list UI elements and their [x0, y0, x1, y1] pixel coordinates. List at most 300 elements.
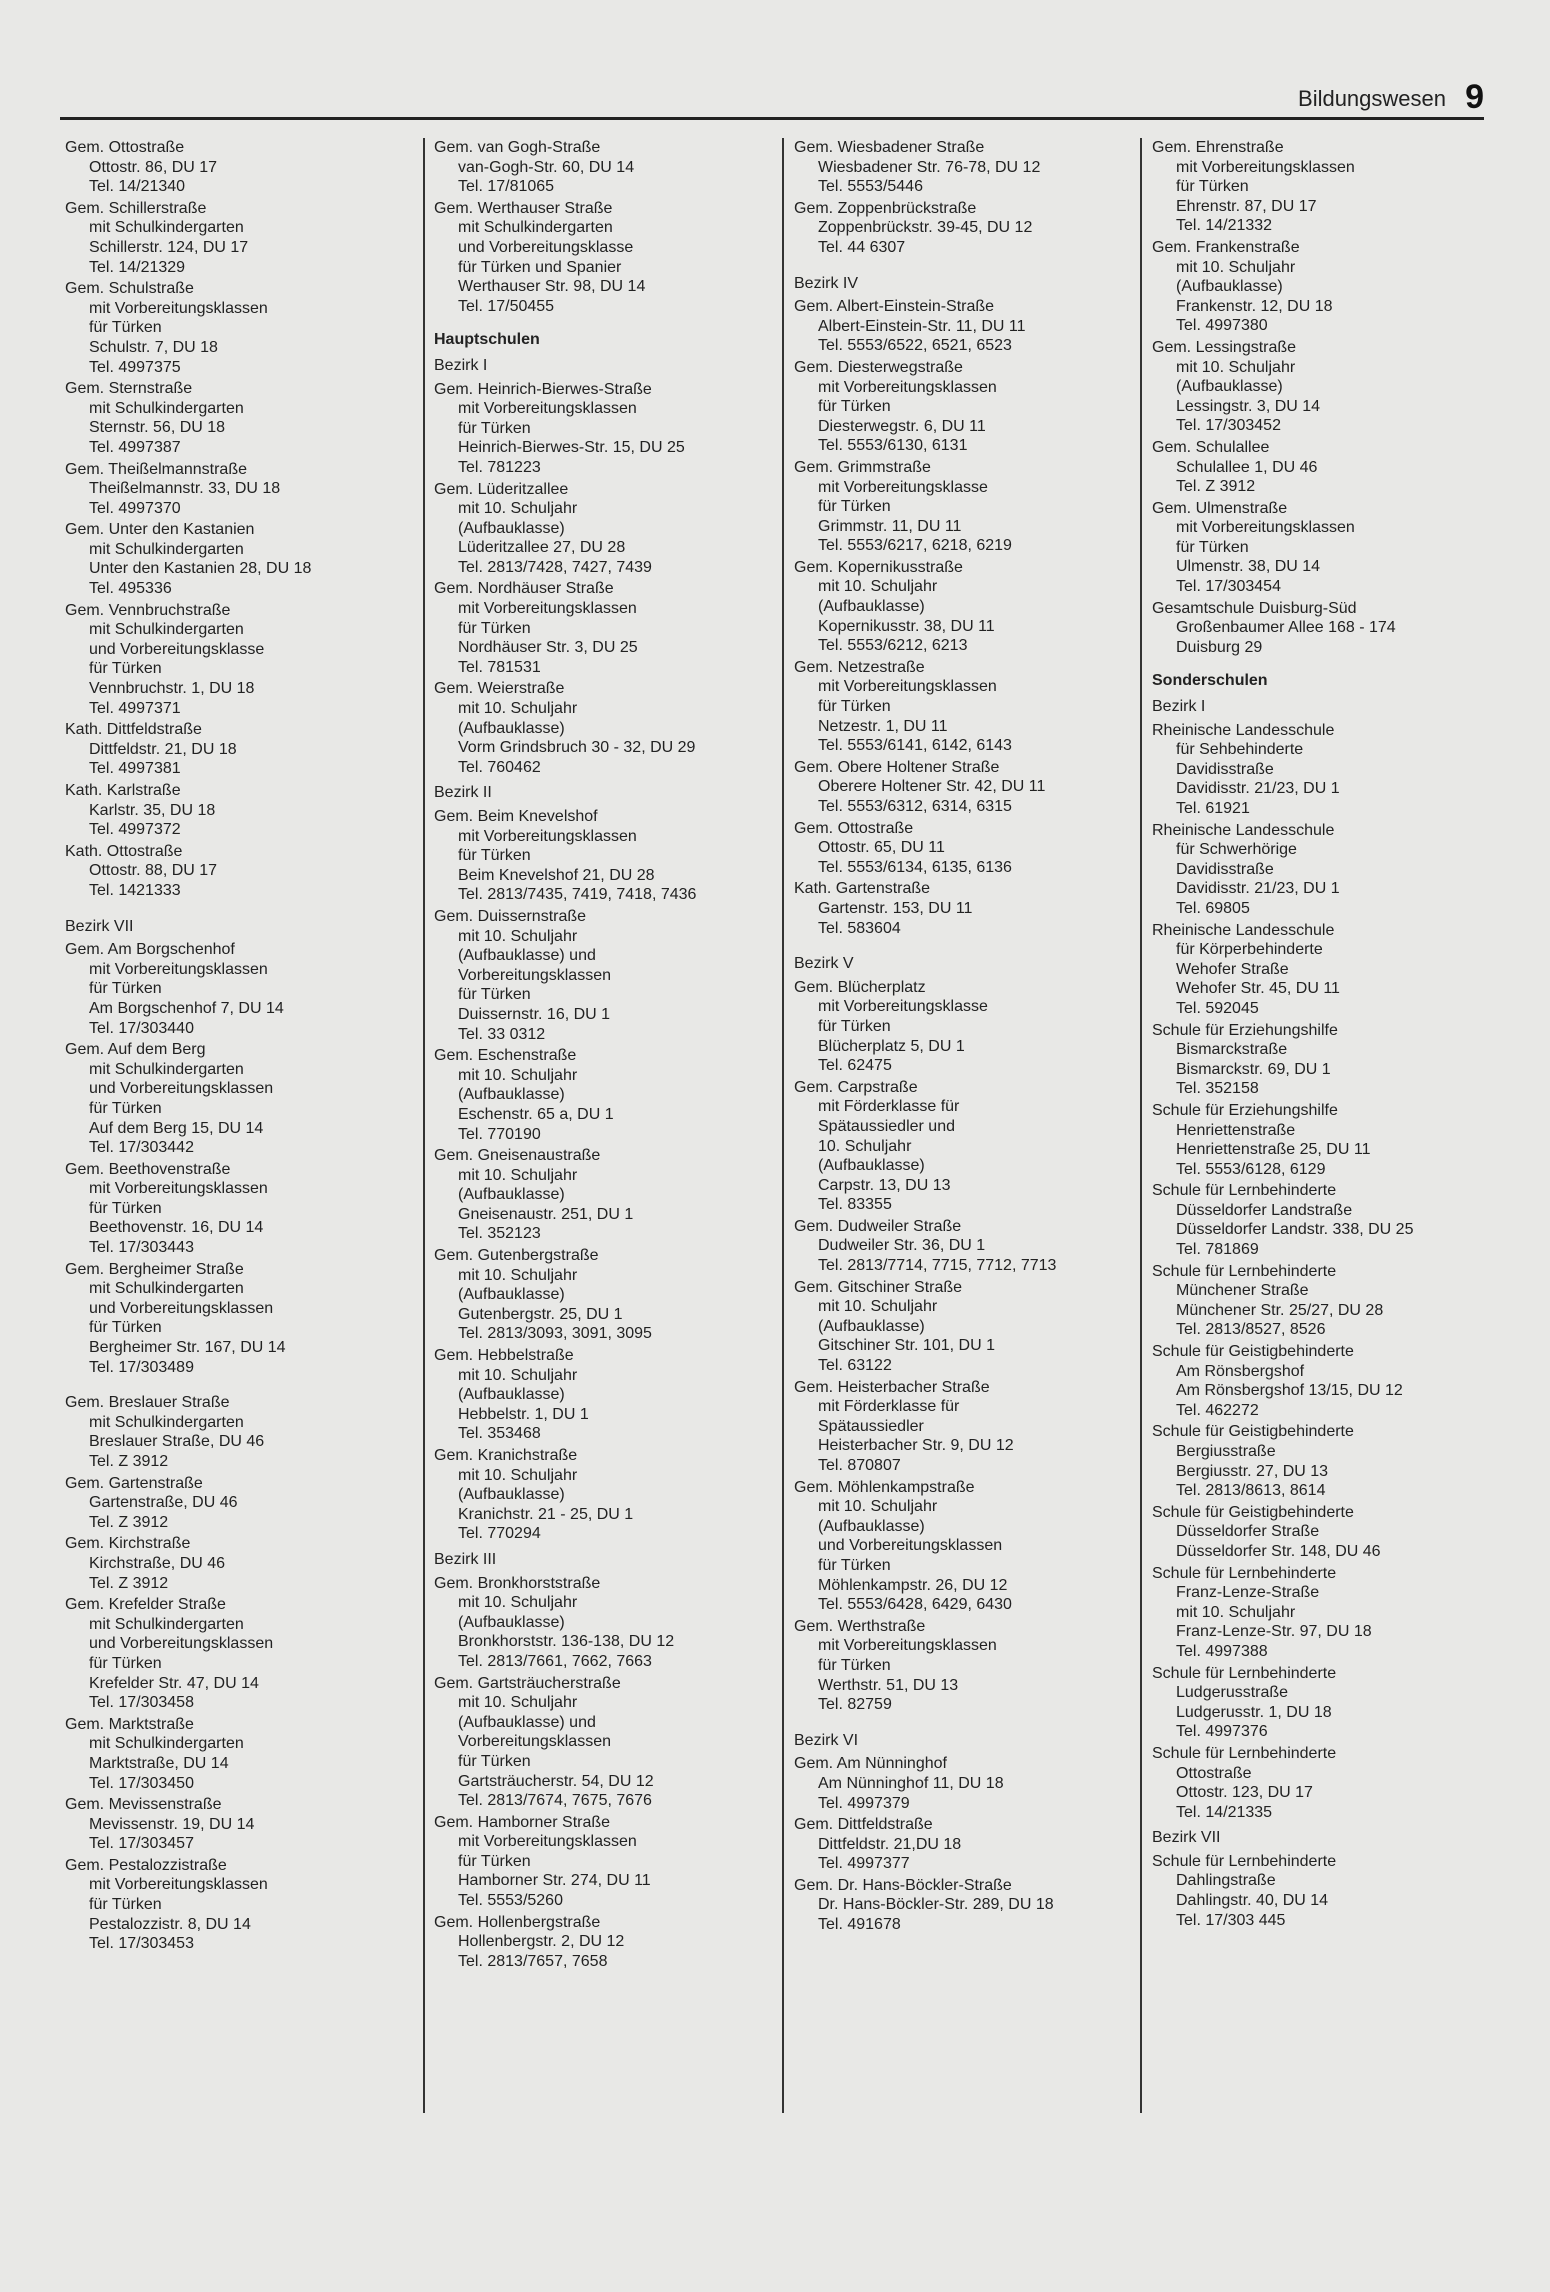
- school-name: Gem. Ehrenstraße: [1152, 139, 1284, 156]
- entry-detail-line: Tel. 17/303457: [89, 1835, 194, 1853]
- entry-detail-line: Münchener Straße: [1176, 1282, 1309, 1300]
- entry-detail-line: Tel. 14/21329: [89, 258, 186, 276]
- entry-detail-line: für Türken: [89, 319, 162, 337]
- school-name: Gem. Auf dem Berg: [65, 1041, 206, 1059]
- school-entry: [1152, 721, 1487, 819]
- school-name: Gem. Gutenbergstraße: [434, 1247, 599, 1265]
- entry-detail-line: Tel. 5553/5446: [818, 178, 923, 196]
- entry-detail-line: für Türken: [818, 1556, 891, 1574]
- entry-detail-line: Gutenbergstr. 25, DU 1: [458, 1305, 623, 1323]
- school-name: Schule für Lernbehinderte: [1152, 1182, 1337, 1200]
- entry-detail-line: Tel. 353468: [458, 1425, 541, 1443]
- school-entry: [1152, 1181, 1487, 1259]
- school-entry: [1152, 1021, 1487, 1099]
- entry-detail-line: und Vorbereitungsklassen: [89, 1299, 274, 1317]
- entry-detail-line: Davidisstraße: [1176, 860, 1274, 878]
- entry-detail-line: mit Vorbereitungsklassen: [458, 600, 637, 618]
- school-name: Gem. Krefelder Straße: [65, 1596, 226, 1614]
- school-entry: [1152, 499, 1487, 597]
- entry-detail-line: Tel. 83355: [818, 1196, 892, 1214]
- district-heading: Bezirk V: [794, 955, 854, 973]
- school-name: Gem. Schillerstraße: [65, 199, 207, 217]
- school-name: Gem. Gartenstraße: [65, 1474, 203, 1492]
- entry-detail-line: Düsseldorfer Straße: [1176, 1523, 1320, 1541]
- entry-detail-line: und Vorbereitungsklassen: [89, 1080, 274, 1098]
- entry-detail-line: mit 10. Schuljahr: [818, 1498, 938, 1516]
- school-name: Gem. Ottostraße: [65, 139, 185, 156]
- entry-detail-line: Unter den Kastanien 28, DU 18: [89, 560, 312, 578]
- entry-detail-line: (Aufbauklasse) und: [458, 1713, 596, 1731]
- district-heading: Bezirk I: [1152, 698, 1206, 716]
- entry-detail-line: Tel. 4997372: [89, 821, 181, 839]
- entry-detail-line: mit 10. Schuljahr: [458, 500, 578, 518]
- school-entry: [434, 138, 775, 197]
- entry-detail-line: mit Vorbereitungsklassen: [1176, 158, 1355, 176]
- entry-detail-line: Heinrich-Bierwes-Str. 15, DU 25: [458, 439, 685, 457]
- school-name: Gem. Lüderitzallee: [434, 480, 569, 498]
- entry-detail-line: (Aufbauklasse): [458, 1486, 565, 1504]
- entry-detail-line: Tel. 770294: [458, 1525, 541, 1543]
- category-heading: Hauptschulen: [434, 331, 540, 349]
- school-entry: [794, 1876, 1134, 1935]
- school-entry: [1152, 1664, 1487, 1742]
- entry-detail-line: mit Vorbereitungsklassen: [89, 1180, 268, 1198]
- entry-detail-line: Ulmenstr. 38, DU 14: [1176, 558, 1321, 576]
- entry-detail-line: für Türken: [1176, 178, 1249, 196]
- entry-detail-line: Gitschiner Str. 101, DU 1: [818, 1337, 995, 1355]
- school-entry: [65, 940, 417, 1038]
- entry-detail-line: Heisterbacher Str. 9, DU 12: [818, 1437, 1014, 1455]
- entry-detail-line: Tel. 17/303452: [1176, 417, 1281, 435]
- entry-detail-line: Tel. 17/303440: [89, 1019, 194, 1037]
- school-entry: [1152, 1852, 1487, 1930]
- entry-detail-line: Tel. 1421333: [89, 881, 181, 899]
- school-entry: [65, 199, 417, 277]
- entry-detail-line: Tel. 17/303454: [1176, 578, 1281, 596]
- entry-detail-line: Tel. 62475: [818, 1057, 892, 1075]
- entry-detail-line: für Türken: [89, 1199, 162, 1217]
- entry-detail-line: für Türken: [818, 698, 891, 716]
- entry-detail-line: für Türken: [818, 398, 891, 416]
- school-entry: [65, 1534, 417, 1593]
- entry-detail-line: Tel. 63122: [818, 1357, 892, 1375]
- school-entry: [794, 879, 1134, 938]
- entry-detail-line: Tel. 870807: [818, 1457, 901, 1474]
- entry-detail-line: Tel. 61921: [1176, 800, 1250, 817]
- entry-detail-line: Schillerstr. 124, DU 17: [89, 238, 249, 256]
- entry-detail-line: (Aufbauklasse): [458, 1286, 565, 1304]
- entry-detail-line: und Vorbereitungsklassen: [818, 1537, 1003, 1555]
- entry-detail-line: (Aufbauklasse): [818, 1517, 925, 1535]
- school-entry: [434, 1446, 775, 1544]
- entry-detail-line: mit 10. Schuljahr: [458, 1694, 578, 1712]
- entry-detail-line: mit Schulkindergarten: [89, 219, 244, 237]
- entry-detail-line: mit 10. Schuljahr: [1176, 1603, 1296, 1621]
- district-heading: Bezirk II: [434, 784, 492, 802]
- school-name: Schule für Erziehungshilfe: [1152, 1021, 1338, 1039]
- entry-detail-line: (Aufbauklasse): [818, 1157, 925, 1175]
- entry-detail-line: Tel. 4997371: [89, 699, 181, 717]
- school-name: Kath. Ottostraße: [65, 842, 183, 860]
- entry-detail-line: van-Gogh-Str. 60, DU 14: [458, 158, 635, 176]
- entry-detail-line: Tel. 352158: [1176, 1080, 1259, 1098]
- entry-detail-line: Tel. 5553/6217, 6218, 6219: [818, 537, 1012, 555]
- entry-detail-line: Tel. 44 6307: [818, 238, 906, 256]
- entry-detail-line: für Sehbehinderte: [1176, 741, 1304, 759]
- entry-detail-line: Hamborner Str. 274, DU 11: [458, 1872, 651, 1890]
- entry-detail-line: Tel. 17/303 445: [1176, 1911, 1286, 1929]
- entry-detail-line: (Aufbauklasse) und: [458, 947, 596, 965]
- school-entry: [794, 297, 1134, 356]
- entry-detail-line: Tel. 2813/3093, 3091, 3095: [458, 1325, 652, 1343]
- entry-detail-line: für Türken: [89, 1654, 162, 1672]
- entry-detail-line: mit 10. Schuljahr: [458, 1594, 578, 1612]
- entry-detail-line: und Vorbereitungsklasse: [458, 238, 634, 256]
- entry-detail-line: Tel. 4997375: [89, 358, 181, 376]
- entry-detail-line: Tel. 17/303442: [89, 1139, 194, 1157]
- entry-detail-line: Ehrenstr. 87, DU 17: [1176, 197, 1317, 215]
- entry-detail-line: Breslauer Straße, DU 46: [89, 1433, 265, 1451]
- school-name: Gem. Frankenstraße: [1152, 238, 1300, 256]
- entry-detail-line: für Türken: [89, 980, 162, 998]
- entry-detail-line: mit Schulkindergarten: [89, 1413, 244, 1431]
- entry-detail-line: Tel. 82759: [818, 1696, 892, 1714]
- entry-detail-line: Auf dem Berg 15, DU 14: [89, 1119, 264, 1137]
- school-name: Gem. Vennbruchstraße: [65, 601, 231, 619]
- entry-detail-line: mit 10. Schuljahr: [458, 1366, 578, 1384]
- entry-detail-line: Düsseldorfer Landstraße: [1176, 1201, 1353, 1219]
- school-entry: [65, 1795, 417, 1854]
- school-name: Schule für Erziehungshilfe: [1152, 1101, 1338, 1119]
- school-entry: [1152, 438, 1487, 497]
- school-name: Gem. Hebbelstraße: [434, 1347, 574, 1365]
- entry-detail-line: Tel. 4997379: [818, 1794, 910, 1812]
- school-entry: [65, 379, 417, 457]
- entry-detail-line: Beethovenstr. 16, DU 14: [89, 1219, 264, 1237]
- school-name: Schule für Lernbehinderte: [1152, 1852, 1337, 1870]
- entry-detail-line: Netzestr. 1, DU 11: [818, 717, 948, 735]
- school-name: Gem. Ulmenstraße: [1152, 499, 1288, 517]
- entry-detail-line: Tel. 14/21335: [1176, 1803, 1273, 1821]
- entry-detail-line: für Türken: [89, 1319, 162, 1337]
- entry-detail-line: Tel. 5553/6141, 6142, 6143: [818, 737, 1012, 755]
- entry-detail-line: mit Schulkindergarten: [89, 1735, 244, 1753]
- entry-detail-line: mit Vorbereitungsklassen: [818, 378, 997, 396]
- school-name: Gem. Schulallee: [1152, 438, 1270, 456]
- entry-detail-line: Düsseldorfer Landstr. 338, DU 25: [1176, 1221, 1414, 1239]
- school-name: Schule für Lernbehinderte: [1152, 1564, 1337, 1582]
- page-header: [60, 78, 1484, 120]
- entry-detail-line: Tel. 17/303443: [89, 1239, 194, 1257]
- school-entry: [65, 781, 417, 840]
- school-entry: [794, 1478, 1134, 1615]
- entry-detail-line: mit 10. Schuljahr: [458, 1266, 578, 1284]
- entry-detail-line: (Aufbauklasse): [458, 1086, 565, 1104]
- entry-detail-line: Kranichstr. 21 - 25, DU 1: [458, 1505, 634, 1523]
- school-entry: [1152, 1503, 1487, 1562]
- school-entry: [1152, 1342, 1487, 1420]
- school-name: Schule für Lernbehinderte: [1152, 1262, 1337, 1280]
- entry-detail-line: Hebbelstr. 1, DU 1: [458, 1405, 589, 1423]
- entry-detail-line: Tel. 4997387: [89, 438, 181, 456]
- school-entry: [794, 978, 1134, 1076]
- school-name: Gem. Kirchstraße: [65, 1535, 191, 1553]
- entry-detail-line: Karlstr. 35, DU 18: [89, 801, 216, 819]
- entry-detail-line: Tel. 2813/7428, 7427, 7439: [458, 558, 652, 576]
- entry-detail-line: Bergheimer Str. 167, DU 14: [89, 1339, 286, 1357]
- entry-detail-line: mit 10. Schuljahr: [458, 1066, 578, 1084]
- entry-detail-line: Gartenstr. 153, DU 11: [818, 899, 973, 917]
- header-rule: [60, 117, 1484, 120]
- school-name: Gem. Hollenbergstraße: [434, 1913, 601, 1931]
- entry-detail-line: Bergiusstr. 27, DU 13: [1176, 1462, 1329, 1480]
- entry-detail-line: für Türken: [458, 1852, 531, 1870]
- school-entry: [65, 720, 417, 779]
- entry-detail-line: Oberere Holtener Str. 42, DU 11: [818, 778, 1046, 796]
- school-entry: [434, 1574, 775, 1672]
- entry-detail-line: Am Rönsbergshof 13/15, DU 12: [1176, 1382, 1403, 1400]
- school-name: Gem. Hamborner Straße: [434, 1813, 611, 1831]
- school-entry: [65, 601, 417, 719]
- entry-detail-line: für Schwerhörige: [1176, 841, 1297, 859]
- school-name: Gesamtschule Duisburg-Süd: [1152, 599, 1357, 617]
- entry-detail-line: Tel. 583604: [818, 919, 901, 937]
- entry-detail-line: Tel. 5553/6312, 6314, 6315: [818, 798, 1012, 815]
- entry-detail-line: 10. Schuljahr: [818, 1137, 912, 1155]
- school-entry: [794, 1078, 1134, 1215]
- entry-detail-line: mit Vorbereitungsklassen: [1176, 519, 1355, 537]
- school-name: Gem. Mevissenstraße: [65, 1796, 222, 1814]
- entry-detail-line: und Vorbereitungsklassen: [89, 1635, 274, 1653]
- school-name: Gem. Albert-Einstein-Straße: [794, 298, 995, 316]
- school-entry: [434, 679, 775, 777]
- entry-detail-line: für Türken: [89, 660, 162, 678]
- school-entry: [794, 199, 1134, 258]
- entry-detail-line: für Türken: [89, 1099, 162, 1117]
- spacer: [65, 1379, 417, 1393]
- school-name: Gem. Heisterbacher Straße: [794, 1378, 990, 1396]
- entry-detail-line: Franz-Lenze-Str. 97, DU 18: [1176, 1623, 1372, 1641]
- entry-detail-line: Tel. 592045: [1176, 999, 1259, 1017]
- school-entry: [65, 520, 417, 598]
- school-name: Gem. Dudweiler Straße: [794, 1217, 962, 1235]
- school-entry: [65, 1856, 417, 1954]
- entry-detail-line: Eschenstr. 65 a, DU 1: [458, 1105, 614, 1123]
- section-title: Bildungswesen: [1298, 86, 1446, 111]
- school-entry: [65, 1393, 417, 1471]
- entry-detail-line: Tel. 781531: [458, 658, 541, 676]
- school-entry: [434, 380, 775, 478]
- entry-detail-line: Schulstr. 7, DU 18: [89, 338, 218, 356]
- school-name: Gem. Wiesbadener Straße: [794, 139, 985, 156]
- entry-detail-line: mit 10. Schuljahr: [458, 1466, 578, 1484]
- school-name: Gem. Am Nünninghof: [794, 1755, 947, 1773]
- entry-detail-line: Theißelmannstr. 33, DU 18: [89, 480, 281, 498]
- directory-columns: [60, 138, 1490, 2138]
- entry-detail-line: Tel. 495336: [89, 580, 172, 598]
- entry-detail-line: mit 10. Schuljahr: [458, 927, 578, 945]
- school-name: Gem. Am Borgschenhof: [65, 941, 235, 959]
- entry-detail-line: (Aufbauklasse): [458, 1613, 565, 1631]
- entry-detail-line: (Aufbauklasse): [458, 519, 565, 537]
- entry-detail-line: mit Schulkindergarten: [89, 399, 244, 417]
- entry-detail-line: Beim Knevelshof 21, DU 28: [458, 866, 655, 884]
- entry-detail-line: Henriettenstraße 25, DU 11: [1176, 1141, 1371, 1159]
- school-entry: [434, 480, 775, 578]
- entry-detail-line: Tel. 14/21340: [89, 178, 186, 196]
- school-name: Gem. Duissernstraße: [434, 907, 587, 925]
- entry-detail-line: Tel. Z 3912: [89, 1513, 169, 1531]
- entry-detail-line: Werthstr. 51, DU 13: [818, 1676, 959, 1694]
- school-entry: [794, 658, 1134, 756]
- school-entry: [1152, 138, 1487, 236]
- school-name: Gem. Beim Knevelshof: [434, 808, 598, 825]
- entry-detail-line: Bismarckstr. 69, DU 1: [1176, 1060, 1331, 1078]
- category-heading: Sonderschulen: [1152, 672, 1268, 690]
- school-entry: [794, 819, 1134, 878]
- entry-detail-line: Tel. 2813/7714, 7715, 7712, 7713: [818, 1257, 1057, 1275]
- entry-detail-line: (Aufbauklasse): [458, 719, 565, 737]
- school-name: Gem. Kranichstraße: [434, 1447, 578, 1464]
- column-3: [782, 138, 1142, 2113]
- entry-detail-line: Henriettenstraße: [1176, 1121, 1296, 1139]
- entry-detail-line: für Türken: [1176, 538, 1249, 556]
- entry-detail-line: für Türken: [818, 1656, 891, 1674]
- entry-detail-line: mit Vorbereitungsklasse: [818, 478, 988, 496]
- entry-detail-line: mit 10. Schuljahr: [458, 700, 578, 718]
- entry-detail-line: Tel. 5553/6128, 6129: [1176, 1160, 1326, 1178]
- school-name: Schule für Geistigbehinderte: [1152, 1343, 1354, 1361]
- school-name: Gem. Grimmstraße: [794, 458, 931, 476]
- district-heading: Bezirk IV: [794, 274, 859, 292]
- school-entry: [1152, 1564, 1487, 1662]
- entry-detail-line: Ludgerusstraße: [1176, 1684, 1289, 1702]
- entry-detail-line: Tel. 781223: [458, 458, 541, 476]
- entry-detail-line: mit Vorbereitungsklassen: [458, 400, 637, 418]
- school-name: Gem. Diesterwegstraße: [794, 358, 963, 376]
- entry-detail-line: Tel. 491678: [818, 1916, 901, 1934]
- entry-detail-line: Kopernikusstr. 38, DU 11: [818, 617, 995, 635]
- school-entry: [794, 1754, 1134, 1813]
- school-entry: [65, 1260, 417, 1378]
- entry-detail-line: Davidisstr. 21/23, DU 1: [1176, 880, 1340, 898]
- entry-detail-line: Tel. 2813/8527, 8526: [1176, 1321, 1326, 1339]
- entry-detail-line: Tel. 2813/7435, 7419, 7418, 7436: [458, 886, 697, 904]
- district-heading: Bezirk VII: [1152, 1829, 1221, 1847]
- school-name: Gem. Pestalozzistraße: [65, 1856, 227, 1874]
- entry-detail-line: für Körperbehinderte: [1176, 941, 1323, 959]
- school-entry: [794, 1378, 1134, 1476]
- school-name: Gem. Unter den Kastanien: [65, 521, 255, 539]
- entry-detail-line: mit Vorbereitungsklassen: [818, 678, 997, 696]
- school-entry: [434, 1046, 775, 1144]
- school-entry: [434, 907, 775, 1044]
- school-entry: [65, 279, 417, 377]
- entry-detail-line: Am Rönsbergshof: [1176, 1362, 1305, 1380]
- entry-detail-line: mit Vorbereitungsklasse: [818, 998, 988, 1016]
- entry-detail-line: Dittfeldstr. 21, DU 18: [89, 740, 237, 758]
- entry-detail-line: Sternstr. 56, DU 18: [89, 419, 226, 437]
- entry-detail-line: Lessingstr. 3, DU 14: [1176, 397, 1321, 415]
- school-entry: [1152, 238, 1487, 336]
- entry-detail-line: Ottostr. 88, DU 17: [89, 862, 218, 880]
- school-entry: [434, 1813, 775, 1911]
- entry-detail-line: Nordhäuser Str. 3, DU 25: [458, 639, 638, 657]
- entry-detail-line: Tel. 462272: [1176, 1401, 1259, 1419]
- school-entry: [1152, 599, 1487, 658]
- entry-detail-line: Frankenstr. 12, DU 18: [1176, 297, 1333, 315]
- entry-detail-line: mit Schulkindergarten: [89, 621, 244, 639]
- school-name: Gem. Gitschiner Straße: [794, 1278, 963, 1296]
- school-name: Schule für Lernbehinderte: [1152, 1664, 1337, 1682]
- school-entry: [1152, 1744, 1487, 1822]
- school-name: Rheinische Landesschule: [1152, 721, 1335, 739]
- entry-detail-line: Tel. 4997388: [1176, 1642, 1268, 1660]
- school-entry: [65, 1595, 417, 1713]
- entry-detail-line: mit 10. Schuljahr: [818, 1298, 938, 1316]
- entry-detail-line: mit 10. Schuljahr: [818, 578, 938, 596]
- entry-detail-line: für Türken: [458, 1752, 531, 1770]
- entry-detail-line: mit Schulkindergarten: [89, 1060, 244, 1078]
- entry-detail-line: Tel. 2813/7674, 7675, 7676: [458, 1792, 652, 1810]
- entry-detail-line: mit Vorbereitungsklassen: [458, 1833, 637, 1851]
- entry-detail-line: Tel. 760462: [458, 758, 541, 776]
- entry-detail-line: Tel. 4997376: [1176, 1723, 1268, 1741]
- entry-detail-line: Tel. Z 3912: [1176, 478, 1256, 496]
- school-name: Gem. Nordhäuser Straße: [434, 580, 614, 598]
- school-entry: [794, 1278, 1134, 1376]
- entry-detail-line: Bronkhorststr. 136-138, DU 12: [458, 1633, 675, 1651]
- entry-detail-line: Tel. 4997381: [89, 760, 181, 778]
- entry-detail-line: Gneisenaustr. 251, DU 1: [458, 1205, 634, 1223]
- school-name: Gem. Möhlenkampstraße: [794, 1478, 975, 1496]
- school-entry: [434, 1146, 775, 1244]
- school-entry: [1152, 338, 1487, 436]
- entry-detail-line: Tel. 17/81065: [458, 178, 555, 196]
- school-name: Gem. Zoppenbrückstraße: [794, 199, 977, 217]
- entry-detail-line: (Aufbauklasse): [458, 1386, 565, 1404]
- entry-detail-line: Dittfeldstr. 21,DU 18: [818, 1835, 962, 1853]
- column-1: [65, 138, 425, 2138]
- school-entry: [794, 1617, 1134, 1715]
- school-name: Gem. Schulstraße: [65, 280, 194, 298]
- entry-detail-line: Davidisstr. 21/23, DU 1: [1176, 780, 1340, 798]
- entry-detail-line: Ottostraße: [1176, 1764, 1252, 1782]
- entry-detail-line: Carpstr. 13, DU 13: [818, 1176, 951, 1194]
- entry-detail-line: Tel. 17/50455: [458, 297, 555, 315]
- entry-detail-line: mit 10. Schuljahr: [1176, 258, 1296, 276]
- entry-detail-line: mit 10. Schuljahr: [1176, 358, 1296, 376]
- school-name: Gem. Heinrich-Bierwes-Straße: [434, 380, 652, 398]
- entry-detail-line: Tel. 2813/8613, 8614: [1176, 1482, 1326, 1500]
- entry-detail-line: Tel. Z 3912: [89, 1453, 169, 1470]
- entry-detail-line: Großenbaumer Allee 168 - 174: [1176, 619, 1396, 637]
- entry-detail-line: und Vorbereitungsklasse: [89, 640, 265, 658]
- school-name: Gem. Gneisenaustraße: [434, 1147, 601, 1165]
- school-name: Kath. Karlstraße: [65, 782, 181, 799]
- school-entry: [434, 199, 775, 317]
- school-entry: [434, 1913, 775, 1972]
- school-entry: [794, 1217, 1134, 1276]
- entry-detail-line: mit Vorbereitungsklassen: [89, 299, 268, 317]
- entry-detail-line: mit Vorbereitungsklassen: [89, 1876, 268, 1894]
- entry-detail-line: für Türken: [89, 1896, 162, 1914]
- entry-detail-line: Wiesbadener Str. 76-78, DU 12: [818, 158, 1041, 176]
- entry-detail-line: Tel. 4997380: [1176, 317, 1268, 335]
- entry-detail-line: Tel. 5553/6130, 6131: [818, 437, 968, 455]
- entry-detail-line: Vennbruchstr. 1, DU 18: [89, 680, 255, 698]
- entry-detail-line: Tel. 5553/6428, 6429, 6430: [818, 1596, 1012, 1614]
